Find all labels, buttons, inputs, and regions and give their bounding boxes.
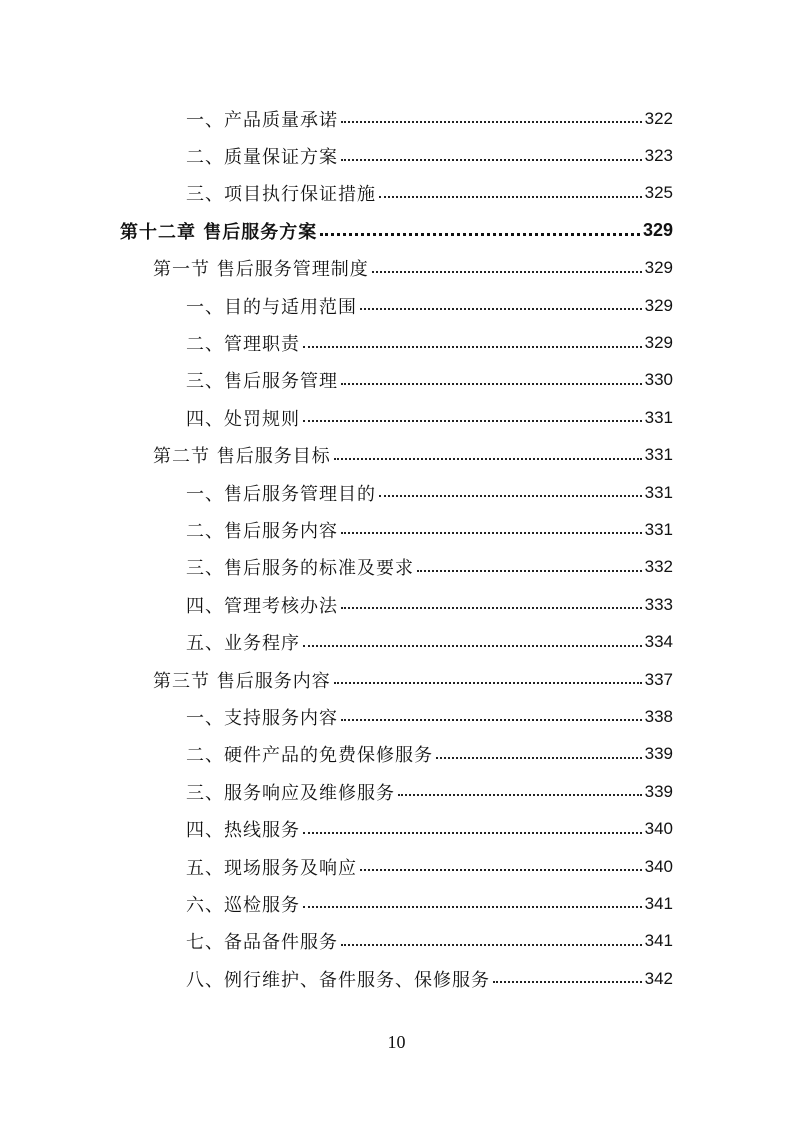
toc-entry-page: 322 (644, 108, 673, 128)
toc-entry[interactable] (0, 885, 793, 922)
toc-dot-leader (341, 531, 642, 534)
toc-dot-leader (360, 307, 642, 310)
toc-entry-title: 一、售后服务管理目的 (186, 483, 376, 505)
toc-dot-leader (417, 569, 642, 572)
toc-section-page: 331 (644, 445, 673, 465)
toc-dot-leader (341, 606, 642, 609)
toc-dot-leader (398, 793, 642, 796)
toc-entry-page: 331 (644, 519, 673, 539)
toc-dot-leader (493, 980, 642, 983)
toc-entry-title: 一、产品质量承诺 (186, 109, 338, 131)
toc-dot-leader (303, 905, 642, 908)
toc-section-title: 第二节 售后服务目标 (153, 446, 331, 468)
toc-entry[interactable] (0, 773, 793, 810)
toc-entry[interactable] (0, 399, 793, 436)
toc-entry[interactable] (0, 324, 793, 361)
toc-entry[interactable] (0, 175, 793, 212)
toc-entry-title: 三、项目执行保证措施 (186, 184, 376, 206)
toc-dot-leader (341, 158, 642, 161)
toc-dot-leader (360, 868, 642, 871)
toc-dot-leader (341, 718, 642, 721)
toc-entry-page: 340 (644, 856, 673, 876)
toc-entry-title: 一、支持服务内容 (186, 707, 338, 729)
toc-entry-title: 二、质量保证方案 (186, 147, 338, 169)
toc-entry-title: 三、售后服务的标准及要求 (186, 558, 414, 580)
toc-entry-page: 323 (644, 146, 673, 166)
toc-entry-title: 三、售后服务管理 (186, 371, 338, 393)
toc-entry-page: 340 (644, 819, 673, 839)
toc-entry[interactable] (0, 848, 793, 885)
toc-chapter-title: 第十二章 售后服务方案 (120, 221, 318, 243)
toc-section-title: 第一节 售后服务管理制度 (153, 259, 369, 281)
toc-entry[interactable] (0, 586, 793, 623)
toc-entry-page: 332 (644, 557, 673, 577)
toc-entry-title: 二、管理职责 (186, 334, 300, 356)
toc-dot-leader (341, 943, 642, 946)
toc-dot-leader (341, 120, 642, 123)
toc-entry-title: 六、巡检服务 (186, 894, 300, 916)
toc-dot-leader (341, 382, 642, 385)
toc-entry-page: 338 (644, 706, 673, 726)
page-number: 10 (387, 1032, 406, 1052)
toc-dot-leader (303, 831, 642, 834)
toc-entry[interactable] (0, 810, 793, 847)
toc-section-entry[interactable] (0, 250, 793, 287)
toc-entry-page: 334 (644, 632, 673, 652)
toc-entry[interactable] (0, 623, 793, 660)
toc-section-title: 第三节 售后服务内容 (153, 670, 331, 692)
toc-entry-title: 七、备品备件服务 (186, 932, 338, 954)
toc-dot-leader (320, 232, 640, 236)
toc-entry-page: 333 (644, 594, 673, 614)
toc-entry[interactable] (0, 736, 793, 773)
toc-entry-title: 八、例行维护、备件服务、保修服务 (186, 969, 490, 991)
toc-entry-page: 341 (644, 931, 673, 951)
toc-entry-page: 339 (644, 781, 673, 801)
toc-dot-leader (303, 419, 642, 422)
toc-entry-page: 329 (644, 333, 673, 353)
toc-entry-page: 341 (644, 893, 673, 913)
toc-section-entry[interactable] (0, 661, 793, 698)
toc-entry-title: 四、管理考核办法 (186, 595, 338, 617)
toc-entry[interactable] (0, 549, 793, 586)
toc-entry[interactable] (0, 698, 793, 735)
toc-dot-leader (334, 457, 642, 460)
toc-dot-leader (379, 494, 642, 497)
toc-dot-leader (379, 195, 642, 198)
toc-entry-page: 342 (644, 968, 673, 988)
toc-entry[interactable] (0, 960, 793, 997)
toc-entry[interactable] (0, 287, 793, 324)
toc-entry-page: 330 (644, 370, 673, 390)
toc-entry-title: 三、服务响应及维修服务 (186, 782, 395, 804)
toc-entry-title: 二、售后服务内容 (186, 520, 338, 542)
toc-entry-title: 四、热线服务 (186, 820, 300, 842)
toc-dot-leader (334, 681, 642, 684)
toc-entry[interactable] (0, 474, 793, 511)
toc-section-page: 337 (644, 669, 673, 689)
toc-entry[interactable] (0, 137, 793, 174)
toc-entry-page: 339 (644, 744, 673, 764)
toc-dot-leader (303, 345, 642, 348)
toc-dot-leader (372, 270, 642, 273)
toc-section-page: 329 (644, 258, 673, 278)
toc-chapter-page: 329 (642, 220, 673, 241)
toc-entry[interactable] (0, 511, 793, 548)
toc-entry-page: 331 (644, 482, 673, 502)
toc-entry-title: 四、处罚规则 (186, 408, 300, 430)
toc-dot-leader (303, 644, 642, 647)
toc-entry[interactable] (0, 100, 793, 137)
toc-entry[interactable] (0, 923, 793, 960)
toc-entry-title: 五、业务程序 (186, 633, 300, 655)
toc-entry-title: 一、目的与适用范围 (186, 296, 357, 318)
toc-dot-leader (436, 756, 642, 759)
toc-chapter-entry[interactable] (0, 212, 793, 249)
table-of-contents (0, 100, 793, 997)
toc-entry-title: 五、现场服务及响应 (186, 857, 357, 879)
toc-entry-page: 331 (644, 407, 673, 427)
toc-entry-page: 329 (644, 295, 673, 315)
toc-entry-title: 二、硬件产品的免费保修服务 (186, 745, 433, 767)
toc-section-entry[interactable] (0, 437, 793, 474)
toc-entry-page: 325 (644, 183, 673, 203)
toc-entry[interactable] (0, 362, 793, 399)
